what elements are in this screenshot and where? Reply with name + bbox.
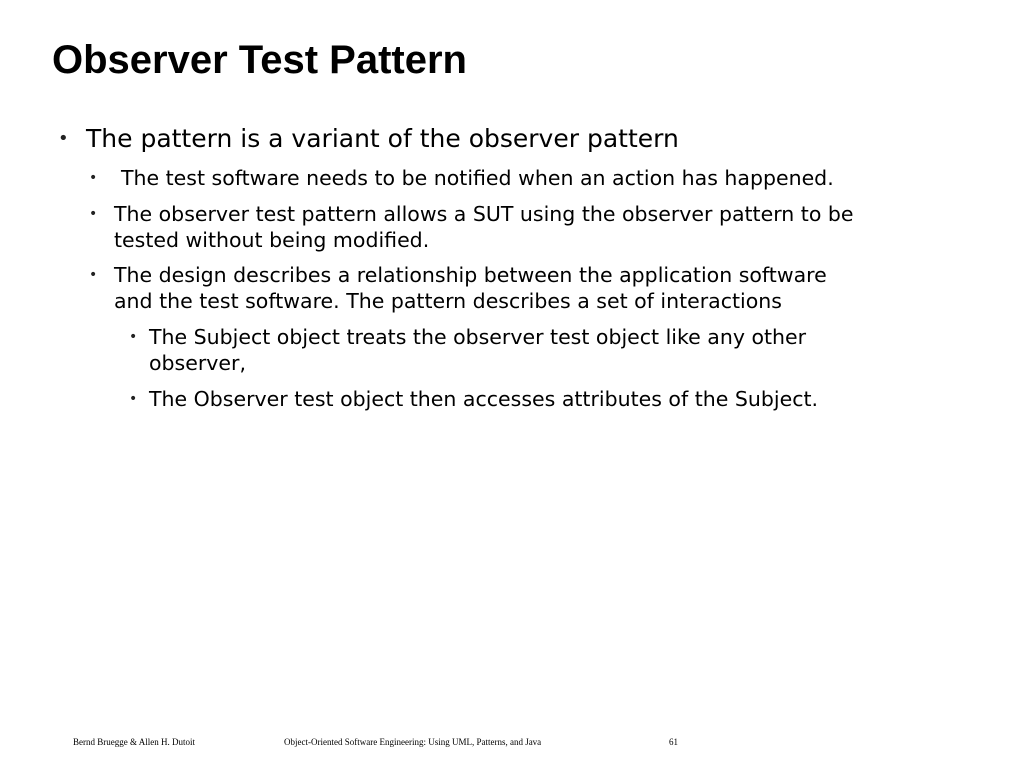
sub-bullet-3 bbox=[89, 262, 827, 314]
bullet-text: The Observer test object then accesses attributes of the Subject. bbox=[149, 387, 819, 411]
bullet-dot-icon: • bbox=[89, 267, 98, 283]
bullet-dot-icon: • bbox=[58, 128, 69, 149]
bullet-dot-icon: • bbox=[129, 329, 138, 345]
bullet-text-line-2: tested without being modified. bbox=[114, 228, 430, 252]
footer-authors: Bernd Bruegge & Allen H. Dutoit bbox=[73, 737, 195, 747]
bullet-text: The pattern is a variant of the observer pattern bbox=[86, 124, 679, 153]
sub-bullet-2 bbox=[89, 201, 854, 253]
bullet-text-line-1: The Subject object treats the observer test object like any other bbox=[149, 325, 807, 349]
footer-book-title: Object-Oriented Software Engineering: Using UML, Patterns, and Java bbox=[284, 737, 542, 747]
bullet-level1 bbox=[58, 124, 679, 154]
bullet-dot-icon: • bbox=[89, 170, 98, 186]
bullet-dot-icon: • bbox=[89, 206, 98, 222]
sub-bullet-1 bbox=[89, 165, 834, 191]
bullet-text-line-1: The observer test pattern allows a SUT using the observer pattern to be bbox=[114, 202, 854, 226]
bullet-text-line-1: The design describes a relationship between the application software bbox=[114, 263, 827, 287]
bullet-text: The test software needs to be notified when an action has happened. bbox=[121, 166, 834, 190]
bullet-text-line-2: and the test software. The pattern describes a set of interactions bbox=[114, 289, 782, 313]
slide-title: Observer Test Pattern bbox=[52, 38, 467, 82]
bullet-dot-icon: • bbox=[129, 391, 138, 407]
bullet-text-line-2: observer, bbox=[149, 351, 246, 375]
footer-page-number: 61 bbox=[669, 737, 678, 747]
sub-sub-bullet-1 bbox=[129, 324, 806, 376]
sub-sub-bullet-2 bbox=[129, 386, 818, 412]
